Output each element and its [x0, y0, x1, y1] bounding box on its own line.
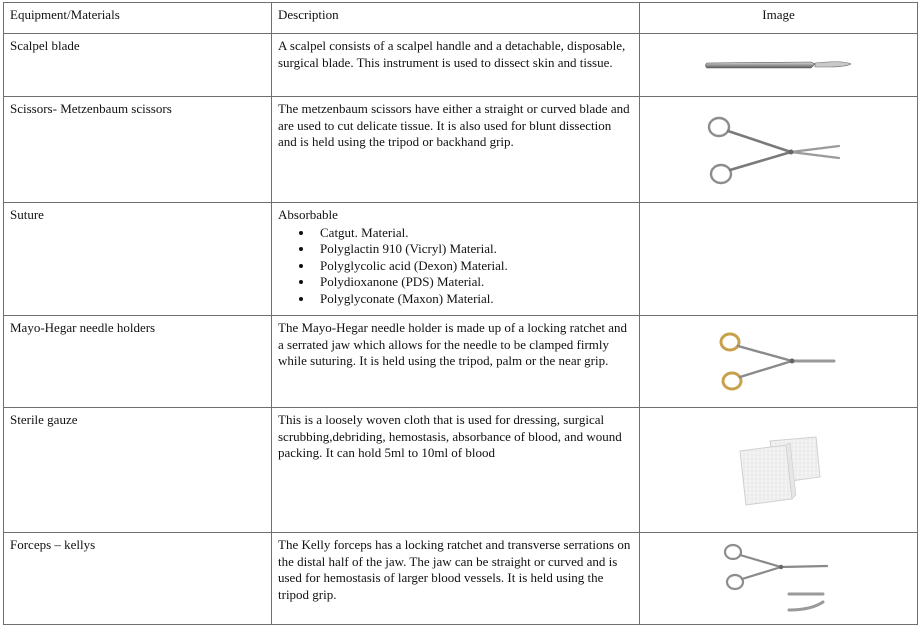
table-header-row	[4, 3, 918, 34]
equipment-table	[3, 2, 918, 625]
equipment-description: A scalpel consists of a scalpel handle and a detachable, disposable, surgical blade. This instrument is used to dissect skin and tissue.	[272, 34, 640, 97]
equipment-description	[272, 203, 640, 316]
equipment-image	[640, 316, 918, 408]
list-item: • Catgut. Material.	[314, 225, 633, 242]
table-row	[4, 97, 918, 203]
table-row	[4, 533, 918, 625]
suture-type-title: Absorbable	[278, 207, 338, 222]
kelly-forceps-icon	[719, 540, 839, 618]
equipment-name: Scalpel blade	[4, 34, 272, 97]
header-description: Description	[272, 3, 640, 34]
header-image: Image	[640, 3, 918, 34]
equipment-image	[640, 34, 918, 97]
suture-material-list	[278, 225, 633, 308]
table-row	[4, 203, 918, 316]
table-row	[4, 34, 918, 97]
equipment-image	[640, 97, 918, 203]
equipment-description: This is a loosely woven cloth that is used for dressing, surgical scrubbing,debriding, hemostasis, absorbance of blood, and wound packing. It can hold 5ml to 10ml of blood	[272, 408, 640, 533]
equipment-description: The Mayo-Hegar needle holder is made up of a locking ratchet and a serrated jaw which allows for the needle to be clamped firmly while suturing. It is held using the tripod, palm or the near grip.	[272, 316, 640, 408]
equipment-image	[640, 533, 918, 625]
equipment-name: Forceps – kellys	[4, 533, 272, 625]
needle-holder-icon	[714, 327, 844, 397]
table-row	[4, 408, 918, 533]
scalpel-icon	[699, 55, 859, 75]
equipment-name: Scissors- Metzenbaum scissors	[4, 97, 272, 203]
equipment-image-empty	[640, 203, 918, 316]
equipment-image	[640, 408, 918, 533]
gauze-icon	[734, 429, 824, 511]
equipment-description: The Kelly forceps has a locking ratchet and transverse serrations on the distal half of the jaw. The jaw can be straight or curved and is used for hemostasis of larger blood vessels. It is held using the tripod grip.	[272, 533, 640, 625]
equipment-name: Mayo-Hegar needle holders	[4, 316, 272, 408]
equipment-name: Suture	[4, 203, 272, 316]
scissors-icon	[699, 108, 859, 192]
equipment-name: Sterile gauze	[4, 408, 272, 533]
table-row	[4, 316, 918, 408]
header-equipment: Equipment/Materials	[4, 3, 272, 34]
equipment-description: The metzenbaum scissors have either a straight or curved blade and are used to cut delicate tissue. It is also used for blunt dissection and is held using the tripod or backhand grip.	[272, 97, 640, 203]
list-item: • Polydioxanone (PDS) Material.	[314, 274, 633, 291]
list-item: • Polyglyconate (Maxon) Material.	[314, 291, 633, 308]
list-item: • Polyglycolic acid (Dexon) Material.	[314, 258, 633, 275]
list-item: • Polyglactin 910 (Vicryl) Material.	[314, 241, 633, 258]
